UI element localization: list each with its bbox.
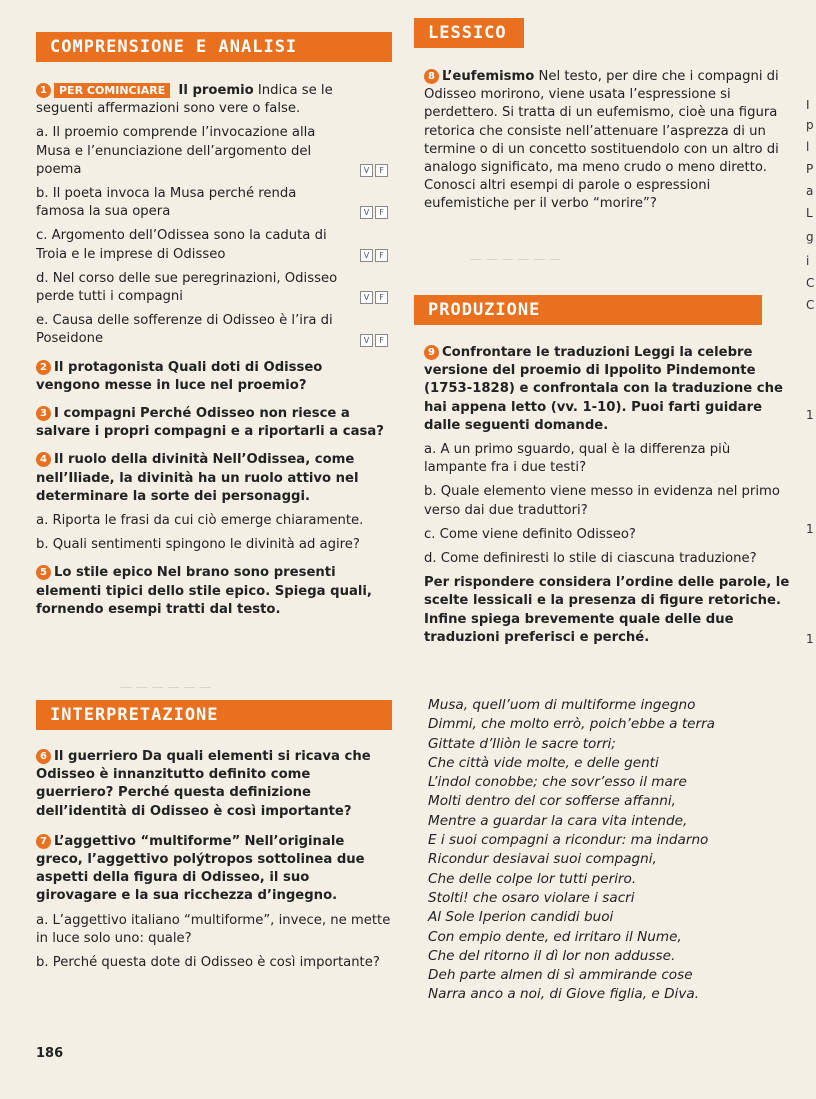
tf-item (36, 312, 388, 348)
tf-item-text: a. Il proemio comprende l’invocazione alla Musa e l’enunciazione dell’argomento del poema (36, 125, 316, 177)
true-checkbox[interactable]: V (360, 206, 373, 219)
poem-line: Narra anco a noi, di Giove figlia, e Diva. (428, 986, 700, 1003)
poem-line: L’indol conobbe; che sovr’esso il mare (428, 774, 687, 791)
section-header-interpretazione: INTERPRETAZIONE (36, 700, 392, 730)
question-text: Nell’originale greco, l’aggettivo polýtropos sottolinea due aspetti della figura di Odisseo, il suo girovagare e la sua ricchezza d’ingegno. (36, 833, 365, 904)
poem-line: Che città vide molte, e delle genti (428, 754, 659, 771)
true-checkbox[interactable]: V (360, 334, 373, 347)
edge-letter: a (806, 184, 814, 198)
edge-letter: g (806, 230, 814, 244)
page-number: 186 (36, 1046, 64, 1061)
edge-letter: L (806, 206, 813, 220)
true-checkbox[interactable]: V (360, 164, 373, 177)
false-checkbox[interactable]: F (375, 291, 388, 304)
question-title: L’eufemismo (442, 69, 535, 84)
edge-letter: C (806, 298, 815, 312)
question-number: 5 (36, 565, 51, 580)
lessico-column (424, 68, 790, 220)
question-title: Il guerriero (54, 749, 138, 764)
true-checkbox[interactable]: V (360, 249, 373, 262)
section-header-comprensione: COMPRENSIONE E ANALISI (36, 32, 392, 62)
tf-item (36, 185, 388, 221)
sub-question: a. L’aggettivo italiano “multiforme”, invece, ne mette in luce solo uno: quale? (36, 912, 391, 946)
poem-line: Ricondur desiavai suoi compagni, (428, 851, 657, 868)
left-column (36, 82, 388, 625)
sub-question: a. A un primo sguardo, qual è la differenza più lampante fra i due testi? (424, 442, 731, 476)
pindemonte-poem (428, 696, 798, 1005)
poem-line: E i suoi compagni a ricondur: ma indarno (428, 832, 709, 849)
question-2 (36, 359, 388, 395)
question-title: L’aggettivo “multiforme” (54, 833, 241, 849)
question-number: 2 (36, 360, 51, 375)
question-text: Da quali elementi si ricava che Odisseo è innanzitutto definito come guerriero? Perché questa definizione dell’identità di Odisseo è così importante? (36, 749, 371, 819)
edge-letter: 1 (806, 408, 814, 422)
question-7 (36, 833, 392, 972)
question-title: Confrontare le traduzioni (442, 345, 630, 360)
poem-line: Che del ritorno il dì lor non addusse. (428, 947, 676, 964)
sub-question: c. Come viene definito Odisseo? (424, 526, 636, 542)
false-checkbox[interactable]: F (375, 164, 388, 177)
edge-letter: I (806, 98, 810, 112)
poem-line: Con empio dente, ed irritaro il Nume, (428, 928, 682, 945)
question-closing: Per rispondere considera l’ordine delle parole, le scelte lessicali e la presenza di figure retoriche. Infine spiega brevemente quale delle due traduzioni preferisci e perché. (424, 575, 790, 645)
question-text: Perché Odisseo non riesce a salvare i propri compagni e a riportarli a casa? (36, 406, 384, 440)
sub-question: d. Come definiresti lo stile di ciascuna traduzione? (424, 551, 757, 567)
poem-line: Deh parte almen di sì ammirande cose (428, 967, 693, 984)
produzione-column (424, 344, 790, 653)
question-6 (36, 748, 392, 821)
show-through-text: — — — — — — (120, 680, 212, 694)
poem-line: Dimmi, che molto errò, poich’ebbe a terra (428, 716, 716, 733)
poem-line: Stolti! che osaro violare i sacri (428, 889, 635, 906)
tf-item (36, 227, 388, 263)
question-number: 8 (424, 69, 439, 84)
tf-item (36, 270, 388, 306)
question-8 (424, 68, 790, 214)
edge-letter: i (806, 254, 810, 268)
question-title: Il protagonista (54, 359, 164, 375)
question-4 (36, 451, 388, 554)
false-checkbox[interactable]: F (375, 249, 388, 262)
question-text: Quali doti di Odisseo vengono messe in luce nel proemio? (36, 359, 323, 393)
false-checkbox[interactable]: F (375, 206, 388, 219)
section-header-produzione: PRODUZIONE (414, 295, 762, 325)
question-text: Nel testo, per dire che i compagni di Odisseo morirono, viene usata l’espressione si perdettero. Si tratta di un eufemismo, cioè una figura retorica che consiste nell’attenuare l’asprezza di un termine o di un concetto sostituendolo con un altro di analogo significato, ma meno crudo o meno diretto. Conosci altri esempi di parole o espressioni eufemistiche per il verbo “morire”? (424, 69, 779, 212)
question-5 (36, 564, 388, 619)
sub-question: b. Quali sentimenti spingono le divinità ad agire? (36, 537, 360, 553)
sub-question: b. Perché questa dote di Odisseo è così importante? (36, 955, 380, 971)
poem-line: Mentre a guardar la cara vita intende, (428, 812, 688, 829)
true-checkbox[interactable]: V (360, 291, 373, 304)
sub-question: a. Riporta le frasi da cui ciò emerge chiaramente. (36, 513, 364, 529)
question-number: 1 (36, 83, 51, 98)
question-text: Nel brano sono presenti elementi tipici dello stile epico. Spiega quali, fornendo esempi tratti dal testo. (36, 565, 372, 617)
edge-letter: l (806, 140, 810, 154)
question-number: 7 (36, 834, 51, 849)
edge-letter: 1 (806, 522, 814, 536)
edge-letter: P (806, 162, 814, 176)
question-title: Lo stile epico (54, 565, 153, 581)
tf-item (36, 124, 388, 179)
question-text: Indica se le seguenti affermazioni sono vere o false. (36, 83, 333, 117)
edge-letter: C (806, 276, 815, 290)
question-title: I compagni (54, 406, 136, 422)
section-header-lessico: LESSICO (414, 18, 524, 48)
question-number: 3 (36, 406, 51, 421)
tf-item-text: d. Nel corso delle sue peregrinazioni, Odisseo perde tutti i compagni (36, 270, 338, 305)
false-checkbox[interactable]: F (375, 334, 388, 347)
edge-letter: 1 (806, 632, 814, 646)
show-through-text: — — — — — — (470, 252, 562, 266)
question-9 (424, 344, 790, 435)
poem-line: Gittate d’Iliòn le sacre torri; (428, 735, 616, 752)
question-title: Il proemio (178, 83, 254, 98)
question-title: Il ruolo della divinità (54, 452, 209, 468)
poem-line: Molti dentro del cor sofferse affanni, (428, 793, 676, 810)
question-number: 6 (36, 749, 51, 764)
question-1 (36, 82, 388, 349)
sub-question: b. Quale elemento viene messo in evidenza nel primo verso dai due traduttori? (424, 484, 780, 518)
question-3 (36, 405, 388, 441)
edge-letter: p (806, 118, 814, 132)
per-cominciare-tag: PER COMINCIARE (54, 83, 170, 98)
poem-line: Al Sole Iperion candidi buoi (428, 909, 614, 926)
interpretazione-column (36, 748, 392, 978)
question-text: Leggi la celebre versione del proemio di Ippolito Pindemonte (1753-1828) e confrontala con la traduzione che hai appena letto (vv. 1-10). Puoi farti guidare dalle seguenti domande. (424, 345, 783, 433)
tf-item-text: e. Causa delle sofferenze di Odisseo è l’ira di Poseidone (36, 313, 333, 347)
tf-item-text: c. Argomento dell’Odissea sono la caduta di Troia e le imprese di Odisseo (36, 228, 327, 262)
question-number: 4 (36, 452, 51, 467)
poem-line: Che delle colpe lor tutti periro. (428, 870, 637, 887)
question-text: Nell’Odissea, come nell’Iliade, la divinità ha un ruolo attivo nel determinare la sorte dei personaggi. (36, 452, 359, 504)
poem-line: Musa, quell’uom di multiforme ingegno (428, 697, 696, 713)
tf-item-text: b. Il poeta invoca la Musa perché renda famosa la sua opera (36, 186, 297, 220)
question-number: 9 (424, 345, 439, 360)
